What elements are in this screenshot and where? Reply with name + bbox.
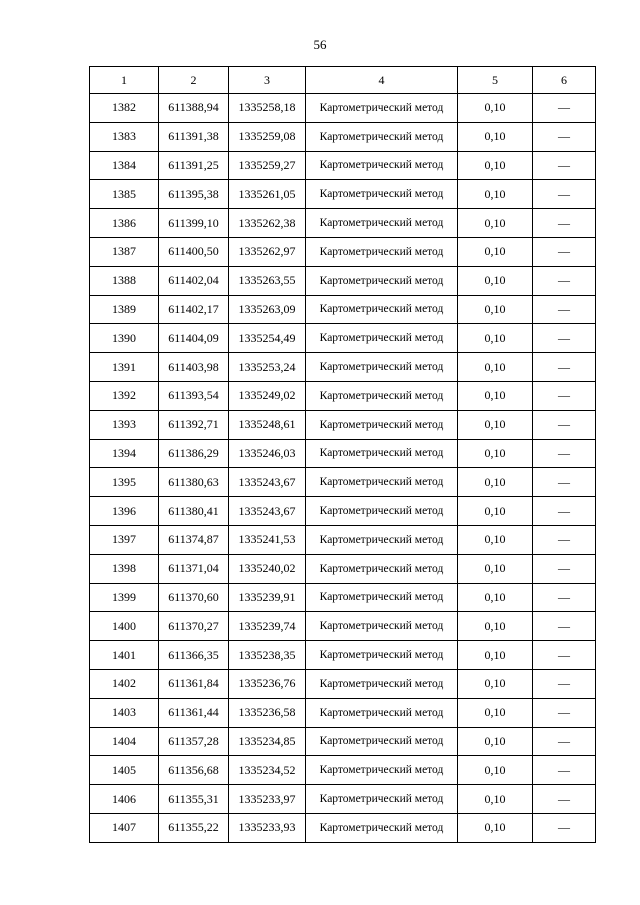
table-body (90, 94, 596, 843)
description-cell: — (533, 813, 596, 842)
point-number-cell: 1398 (90, 554, 159, 583)
method-cell: Картометрический метод (306, 612, 458, 641)
method-cell: Картометрический метод (306, 554, 458, 583)
table-row (90, 122, 596, 151)
table-row (90, 554, 596, 583)
accuracy-cell: 0,10 (458, 410, 533, 439)
table-row (90, 237, 596, 266)
accuracy-cell: 0,10 (458, 468, 533, 497)
description-cell: — (533, 612, 596, 641)
method-cell: Картометрический метод (306, 756, 458, 785)
point-number-cell: 1391 (90, 353, 159, 382)
y-coordinate-cell: 1335258,18 (229, 94, 306, 123)
method-cell: Картометрический метод (306, 785, 458, 814)
method-cell: Картометрический метод (306, 497, 458, 526)
accuracy-cell: 0,10 (458, 525, 533, 554)
point-number-cell: 1396 (90, 497, 159, 526)
x-coordinate-cell: 611355,22 (159, 813, 229, 842)
y-coordinate-cell: 1335263,55 (229, 266, 306, 295)
y-coordinate-cell: 1335233,97 (229, 785, 306, 814)
point-number-cell: 1387 (90, 237, 159, 266)
x-coordinate-cell: 611356,68 (159, 756, 229, 785)
x-coordinate-cell: 611393,54 (159, 381, 229, 410)
x-coordinate-cell: 611380,41 (159, 497, 229, 526)
accuracy-cell: 0,10 (458, 381, 533, 410)
table-row (90, 612, 596, 641)
x-coordinate-cell: 611386,29 (159, 439, 229, 468)
y-coordinate-cell: 1335249,02 (229, 381, 306, 410)
table-row (90, 468, 596, 497)
method-cell: Картометрический метод (306, 180, 458, 209)
accuracy-cell: 0,10 (458, 612, 533, 641)
description-cell: — (533, 381, 596, 410)
accuracy-cell: 0,10 (458, 209, 533, 238)
y-coordinate-cell: 1335246,03 (229, 439, 306, 468)
point-number-cell: 1393 (90, 410, 159, 439)
point-number-cell: 1395 (90, 468, 159, 497)
column-header-2: 2 (159, 67, 229, 94)
method-cell: Картометрический метод (306, 381, 458, 410)
method-cell: Картометрический метод (306, 641, 458, 670)
table-row (90, 641, 596, 670)
point-number-cell: 1403 (90, 698, 159, 727)
accuracy-cell: 0,10 (458, 266, 533, 295)
method-cell: Картометрический метод (306, 439, 458, 468)
x-coordinate-cell: 611380,63 (159, 468, 229, 497)
point-number-cell: 1394 (90, 439, 159, 468)
description-cell: — (533, 151, 596, 180)
accuracy-cell: 0,10 (458, 439, 533, 468)
table-row (90, 94, 596, 123)
x-coordinate-cell: 611391,38 (159, 122, 229, 151)
accuracy-cell: 0,10 (458, 698, 533, 727)
y-coordinate-cell: 1335238,35 (229, 641, 306, 670)
y-coordinate-cell: 1335248,61 (229, 410, 306, 439)
description-cell: — (533, 209, 596, 238)
x-coordinate-cell: 611370,27 (159, 612, 229, 641)
y-coordinate-cell: 1335239,74 (229, 612, 306, 641)
table-row (90, 813, 596, 842)
method-cell: Картометрический метод (306, 122, 458, 151)
accuracy-cell: 0,10 (458, 785, 533, 814)
accuracy-cell: 0,10 (458, 669, 533, 698)
method-cell: Картометрический метод (306, 669, 458, 698)
y-coordinate-cell: 1335263,09 (229, 295, 306, 324)
method-cell: Картометрический метод (306, 94, 458, 123)
y-coordinate-cell: 1335243,67 (229, 468, 306, 497)
description-cell: — (533, 583, 596, 612)
method-cell: Картометрический метод (306, 237, 458, 266)
method-cell: Картометрический метод (306, 324, 458, 353)
point-number-cell: 1407 (90, 813, 159, 842)
description-cell: — (533, 237, 596, 266)
x-coordinate-cell: 611402,17 (159, 295, 229, 324)
accuracy-cell: 0,10 (458, 151, 533, 180)
method-cell: Картометрический метод (306, 698, 458, 727)
point-number-cell: 1392 (90, 381, 159, 410)
y-coordinate-cell: 1335259,27 (229, 151, 306, 180)
y-coordinate-cell: 1335254,49 (229, 324, 306, 353)
table-row (90, 439, 596, 468)
point-number-cell: 1384 (90, 151, 159, 180)
description-cell: — (533, 353, 596, 382)
x-coordinate-cell: 611395,38 (159, 180, 229, 209)
accuracy-cell: 0,10 (458, 554, 533, 583)
x-coordinate-cell: 611361,44 (159, 698, 229, 727)
y-coordinate-cell: 1335240,02 (229, 554, 306, 583)
point-number-cell: 1399 (90, 583, 159, 612)
description-cell: — (533, 497, 596, 526)
page-number: 56 (313, 37, 327, 52)
x-coordinate-cell: 611388,94 (159, 94, 229, 123)
accuracy-cell: 0,10 (458, 583, 533, 612)
description-cell: — (533, 756, 596, 785)
method-cell: Картометрический метод (306, 151, 458, 180)
x-coordinate-cell: 611391,25 (159, 151, 229, 180)
point-number-cell: 1390 (90, 324, 159, 353)
description-cell: — (533, 727, 596, 756)
y-coordinate-cell: 1335259,08 (229, 122, 306, 151)
point-number-cell: 1386 (90, 209, 159, 238)
accuracy-cell: 0,10 (458, 813, 533, 842)
table-row (90, 497, 596, 526)
table-row (90, 698, 596, 727)
x-coordinate-cell: 611400,50 (159, 237, 229, 266)
description-cell: — (533, 324, 596, 353)
description-cell: — (533, 554, 596, 583)
x-coordinate-cell: 611392,71 (159, 410, 229, 439)
column-header-6: 6 (533, 67, 596, 94)
accuracy-cell: 0,10 (458, 94, 533, 123)
y-coordinate-cell: 1335234,85 (229, 727, 306, 756)
table-row (90, 525, 596, 554)
table-row (90, 381, 596, 410)
description-cell: — (533, 669, 596, 698)
accuracy-cell: 0,10 (458, 727, 533, 756)
description-cell: — (533, 468, 596, 497)
column-header-4: 4 (306, 67, 458, 94)
method-cell: Картометрический метод (306, 353, 458, 382)
point-number-cell: 1388 (90, 266, 159, 295)
accuracy-cell: 0,10 (458, 122, 533, 151)
description-cell: — (533, 180, 596, 209)
x-coordinate-cell: 611366,35 (159, 641, 229, 670)
method-cell: Картометрический метод (306, 209, 458, 238)
y-coordinate-cell: 1335234,52 (229, 756, 306, 785)
description-cell: — (533, 641, 596, 670)
description-cell: — (533, 410, 596, 439)
table-row (90, 266, 596, 295)
column-header-1: 1 (90, 67, 159, 94)
point-number-cell: 1401 (90, 641, 159, 670)
method-cell: Картометрический метод (306, 813, 458, 842)
coordinates-table (89, 66, 596, 843)
table-row (90, 669, 596, 698)
x-coordinate-cell: 611399,10 (159, 209, 229, 238)
accuracy-cell: 0,10 (458, 497, 533, 526)
table-row (90, 785, 596, 814)
table-row (90, 727, 596, 756)
accuracy-cell: 0,10 (458, 180, 533, 209)
x-coordinate-cell: 611404,09 (159, 324, 229, 353)
method-cell: Картометрический метод (306, 410, 458, 439)
point-number-cell: 1397 (90, 525, 159, 554)
point-number-cell: 1383 (90, 122, 159, 151)
accuracy-cell: 0,10 (458, 324, 533, 353)
description-cell: — (533, 785, 596, 814)
table-row (90, 756, 596, 785)
column-header-3: 3 (229, 67, 306, 94)
accuracy-cell: 0,10 (458, 353, 533, 382)
x-coordinate-cell: 611371,04 (159, 554, 229, 583)
table-header-row (90, 67, 596, 94)
y-coordinate-cell: 1335236,76 (229, 669, 306, 698)
point-number-cell: 1405 (90, 756, 159, 785)
method-cell: Картометрический метод (306, 468, 458, 497)
point-number-cell: 1406 (90, 785, 159, 814)
x-coordinate-cell: 611357,28 (159, 727, 229, 756)
y-coordinate-cell: 1335262,38 (229, 209, 306, 238)
y-coordinate-cell: 1335236,58 (229, 698, 306, 727)
description-cell: — (533, 266, 596, 295)
accuracy-cell: 0,10 (458, 756, 533, 785)
accuracy-cell: 0,10 (458, 237, 533, 266)
y-coordinate-cell: 1335243,67 (229, 497, 306, 526)
point-number-cell: 1385 (90, 180, 159, 209)
method-cell: Картометрический метод (306, 266, 458, 295)
description-cell: — (533, 525, 596, 554)
table-row (90, 180, 596, 209)
point-number-cell: 1400 (90, 612, 159, 641)
x-coordinate-cell: 611402,04 (159, 266, 229, 295)
column-header-5: 5 (458, 67, 533, 94)
x-coordinate-cell: 611370,60 (159, 583, 229, 612)
description-cell: — (533, 698, 596, 727)
table-row (90, 151, 596, 180)
x-coordinate-cell: 611361,84 (159, 669, 229, 698)
x-coordinate-cell: 611403,98 (159, 353, 229, 382)
method-cell: Картометрический метод (306, 727, 458, 756)
table-row (90, 209, 596, 238)
accuracy-cell: 0,10 (458, 641, 533, 670)
y-coordinate-cell: 1335241,53 (229, 525, 306, 554)
description-cell: — (533, 94, 596, 123)
y-coordinate-cell: 1335261,05 (229, 180, 306, 209)
point-number-cell: 1402 (90, 669, 159, 698)
method-cell: Картометрический метод (306, 295, 458, 324)
point-number-cell: 1382 (90, 94, 159, 123)
point-number-cell: 1389 (90, 295, 159, 324)
y-coordinate-cell: 1335239,91 (229, 583, 306, 612)
point-number-cell: 1404 (90, 727, 159, 756)
x-coordinate-cell: 611355,31 (159, 785, 229, 814)
table-row (90, 583, 596, 612)
description-cell: — (533, 295, 596, 324)
table-row (90, 410, 596, 439)
accuracy-cell: 0,10 (458, 295, 533, 324)
y-coordinate-cell: 1335233,93 (229, 813, 306, 842)
y-coordinate-cell: 1335262,97 (229, 237, 306, 266)
x-coordinate-cell: 611374,87 (159, 525, 229, 554)
table-row (90, 295, 596, 324)
method-cell: Картометрический метод (306, 583, 458, 612)
y-coordinate-cell: 1335253,24 (229, 353, 306, 382)
method-cell: Картометрический метод (306, 525, 458, 554)
description-cell: — (533, 122, 596, 151)
table-row (90, 324, 596, 353)
description-cell: — (533, 439, 596, 468)
table-row (90, 353, 596, 382)
